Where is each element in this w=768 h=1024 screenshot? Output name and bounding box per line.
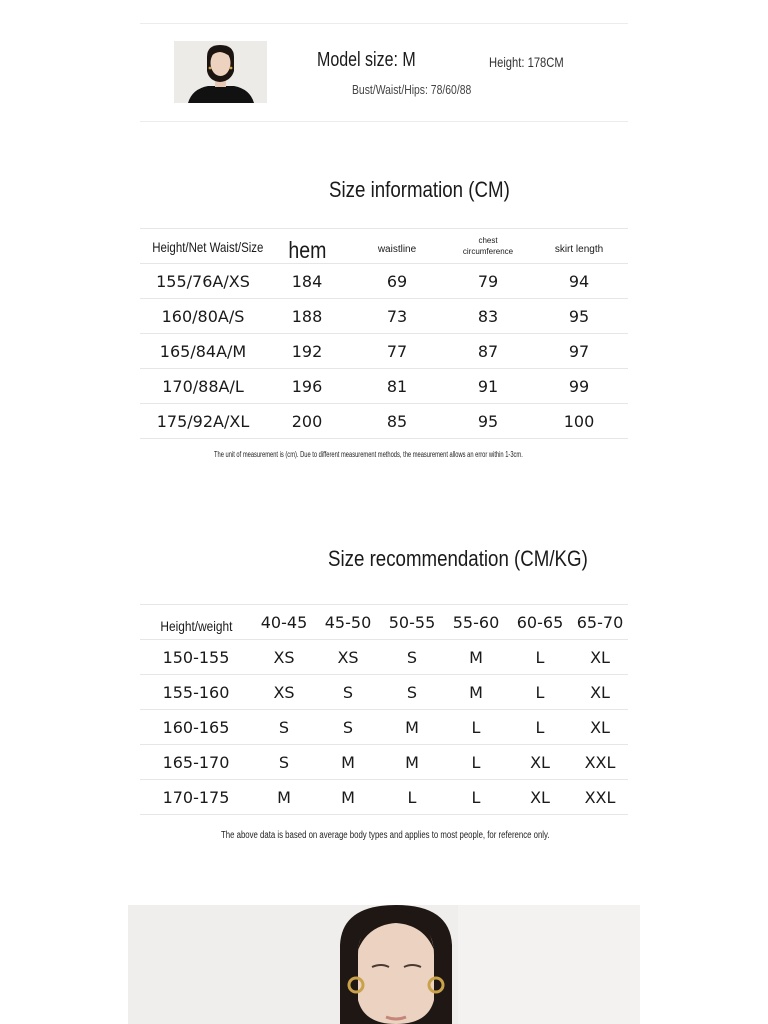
table-cell: 79 [446,264,530,299]
table-cell: M [380,710,444,745]
table-cell: L [508,710,572,745]
table-cell: 165-170 [140,745,252,780]
table-cell: 184 [266,264,348,299]
table-cell: 99 [530,369,628,404]
size-info-table [140,228,628,439]
size-rec-header-row [140,605,628,640]
table-cell: M [252,780,316,815]
size-rec-header: 40-45 [252,605,316,640]
table-cell: 160/80A/S [140,299,266,334]
table-cell: S [252,745,316,780]
table-cell: M [444,640,508,675]
size-info-header-row [140,229,628,264]
table-cell: 87 [446,334,530,369]
size-rec-header: 45-50 [316,605,380,640]
table-cell: 83 [446,299,530,334]
table-cell: 170-175 [140,780,252,815]
model-closeup-image [128,905,640,1024]
table-cell: 160-165 [140,710,252,745]
table-cell: 85 [348,404,446,439]
table-cell: 192 [266,334,348,369]
table-cell: XXL [572,780,628,815]
table-cell: XL [508,745,572,780]
size-rec-note: The above data is based on average body types and applies to most people, for reference only. [221,830,550,841]
model-photo [128,905,640,1024]
size-info-header: Height/Net Waist/Size [140,229,266,264]
table-cell: 155/76A/XS [140,264,266,299]
table-cell: L [508,640,572,675]
table-row [140,334,628,369]
table-cell: XS [316,640,380,675]
table-cell: M [444,675,508,710]
size-info-header: hem [266,229,348,264]
model-portrait-image [174,41,267,103]
size-rec-header: 50-55 [380,605,444,640]
table-cell: XS [252,675,316,710]
table-cell: S [252,710,316,745]
table-cell: 81 [348,369,446,404]
table-cell: S [316,710,380,745]
table-cell: XL [572,710,628,745]
size-info-note: The unit of measurement is (cm). Due to different measurement methods, the measurement allows an error within 1-3cm. [214,450,523,459]
table-row [140,299,628,334]
table-cell: 97 [530,334,628,369]
table-cell: 188 [266,299,348,334]
table-row [140,404,628,439]
table-cell: 155-160 [140,675,252,710]
table-cell: M [380,745,444,780]
size-rec-title: Size recommendation (CM/KG) [328,546,588,571]
table-cell: L [444,710,508,745]
table-row [140,369,628,404]
table-cell: 150-155 [140,640,252,675]
table-cell: XS [252,640,316,675]
table-cell: 69 [348,264,446,299]
table-row [140,745,628,780]
size-info-title: Size information (CM) [329,177,510,202]
table-cell: S [380,675,444,710]
size-rec-header: Height/weight [140,605,252,640]
table-cell: S [380,640,444,675]
table-cell: S [316,675,380,710]
size-info-header: chest circumference [446,229,530,264]
table-cell: 94 [530,264,628,299]
table-cell: L [444,780,508,815]
table-cell: XL [508,780,572,815]
size-rec-table [140,604,628,815]
table-cell: XL [572,675,628,710]
table-cell: L [444,745,508,780]
size-info-header: waistline [348,229,446,264]
table-cell: 175/92A/XL [140,404,266,439]
top-divider [140,23,628,24]
table-cell: L [508,675,572,710]
table-cell: XXL [572,745,628,780]
table-cell: 170/88A/L [140,369,266,404]
table-cell: M [316,745,380,780]
table-row [140,710,628,745]
model-height-label: Height: 178CM [489,54,564,70]
model-size-label: Model size: M [317,49,416,71]
table-row [140,264,628,299]
table-cell: XL [572,640,628,675]
table-cell: 73 [348,299,446,334]
size-rec-header: 55-60 [444,605,508,640]
model-measurements-label: Bust/Waist/Hips: 78/60/88 [352,82,472,97]
table-cell: 100 [530,404,628,439]
table-cell: 77 [348,334,446,369]
table-cell: 196 [266,369,348,404]
model-divider [140,121,628,122]
size-rec-header: 60-65 [508,605,572,640]
table-cell: M [316,780,380,815]
table-cell: 95 [446,404,530,439]
model-thumbnail [174,41,267,103]
table-cell: L [380,780,444,815]
size-info-header: skirt length [530,229,628,264]
table-row [140,640,628,675]
table-cell: 165/84A/M [140,334,266,369]
size-rec-header: 65-70 [572,605,628,640]
size-info-body [140,264,628,439]
table-cell: 91 [446,369,530,404]
table-row [140,675,628,710]
size-rec-body [140,640,628,815]
table-row [140,780,628,815]
table-cell: 200 [266,404,348,439]
table-cell: 95 [530,299,628,334]
